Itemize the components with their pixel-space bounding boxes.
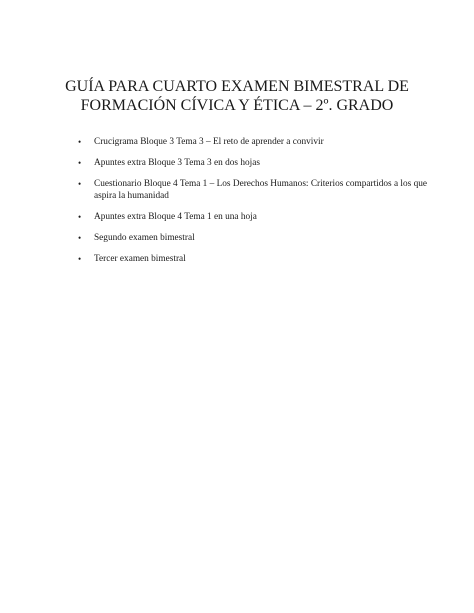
list-item <box>78 179 428 202</box>
bullet-icon: • <box>78 179 82 189</box>
list-item-text: Segundo examen bimestral <box>94 232 195 243</box>
list-item <box>78 212 428 224</box>
list-item-text: Apuntes extra Bloque 3 Tema 3 en dos hojas <box>94 158 260 168</box>
bullet-list <box>78 137 428 275</box>
title-line-1: GUÍA PARA CUARTO EXAMEN BIMESTRAL DE <box>65 78 409 95</box>
bullet-icon: • <box>78 211 82 222</box>
bullet-icon: • <box>78 158 82 168</box>
bullet-icon: • <box>78 137 82 147</box>
list-item-text: Apuntes extra Bloque 4 Tema 1 en una hoja <box>94 211 257 222</box>
list-item-text: Cuestionario Bloque 4 Tema 1 – Los Derechos Humanos: Criterios compartidos a los que aspira la humanidad <box>94 179 428 201</box>
list-item <box>78 158 428 170</box>
page-title <box>40 77 434 115</box>
list-item-text: Tercer examen bimestral <box>94 253 186 264</box>
bullet-icon: • <box>78 232 82 243</box>
bullet-icon: • <box>78 253 82 264</box>
list-item <box>78 233 428 245</box>
list-item <box>78 137 428 149</box>
title-line-2: FORMACIÓN CÍVICA Y ÉTICA – 2º. GRADO <box>80 97 394 114</box>
list-item-text: Crucigrama Bloque 3 Tema 3 – El reto de aprender a convivir <box>94 137 324 147</box>
list-item <box>78 254 428 266</box>
